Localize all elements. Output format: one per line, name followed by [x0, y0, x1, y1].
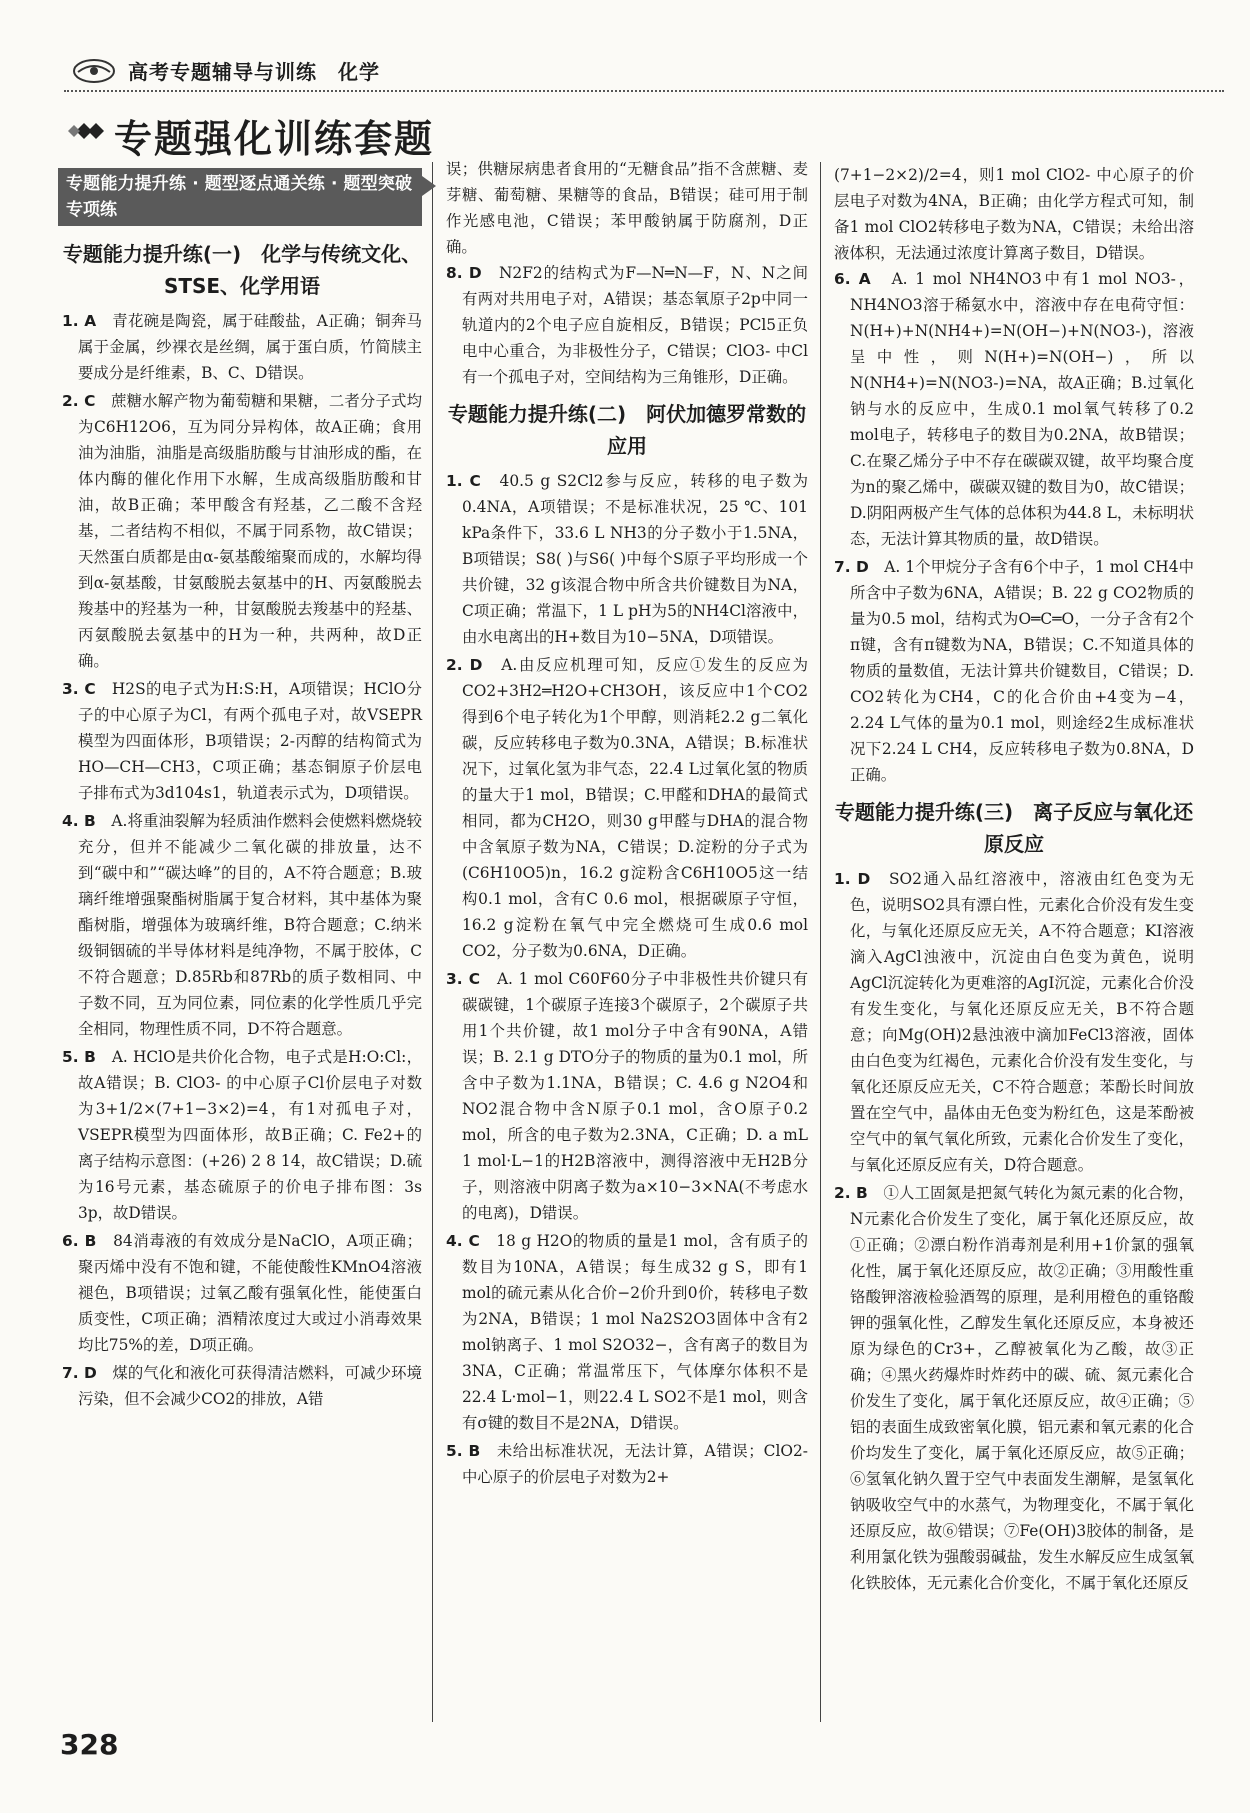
answer-text: A. HClO是共价化合物，电子式是H:O:Cl:，故A错误；B. ClO3- 的中心原子Cl价层电子对数为3+1/2×(7+1−3×2)=4，有1对孤电子对，VSEPR模型为四面体形，故B正确；C. Fe2+的离子结构示意图：(+26) 2 8 14，故C错误；D.硫为16号元素，基态硫原子的价电子排布图：3s 3p，故D错误。 — [78, 1048, 422, 1222]
column-3 — [834, 162, 1194, 1722]
answer-number: 1. D — [834, 870, 871, 888]
answer-number: 7. D — [834, 558, 869, 576]
answer-number: 5. B — [62, 1048, 96, 1066]
diamond-bullet-icon — [66, 116, 108, 146]
answer-item — [62, 1044, 422, 1226]
answer-item — [446, 468, 808, 650]
section-heading: 专题能力提升练(一) 化学与传统文化、STSE、化学用语 — [62, 242, 422, 298]
answer-text: 84消毒液的有效成分是NaClO，A项正确；聚丙烯中没有不饱和键，不能使酸性KMnO4溶液褪色，B项错误；过氧乙酸有强氧化性，能使蛋白质变性，C项正确；酒精浓度过大或过小消毒效果均比75%的差，D项正确。 — [78, 1232, 422, 1354]
answer-number: 6. B — [62, 1232, 97, 1250]
answer-text: 蔗糖水解产物为葡萄糖和果糖，二者分子式均为C6H12O6，互为同分异构体，故A正确；食用油为油脂，油脂是高级脂肪酸与甘油形成的酯，在体内酶的催化作用下水解，生成高级脂肪酸和甘油，故B正确；苯甲酸含有羟基，乙二酸不含羟基，二者结构不相似，不属于同系物，故C错误；天然蛋白质都是由α-氨基酸缩聚而成的，水解均得到α-氨基酸，甘氨酸脱去氨基中的H、丙氨酸脱去羧基中的羟基为一种，甘氨酸脱去羧基中的羟基、丙氨酸脱去氨基中的H为一种，共两种，故D正确。 — [78, 392, 422, 670]
answer-text: 18 g H2O的物质的量是1 mol，含有质子的数目为10NA，A错误；每生成32 g S，即有1 mol的硫元素从化合价−2价升到0价，转移电子数为2NA，B错误；1 mol Na2S2O3固体中含有2 mol钠离子、1 mol S2O32−，含有离子的数目为3NA，C正确；常温常压下，气体摩尔体积不是22.4 L·mol−1，则22.4 L SO2不是1 mol，则含有σ键的数目不是2NA，D错误。 — [462, 1232, 808, 1432]
answer-text: 青花碗是陶瓷，属于硅酸盐，A正确；铜奔马属于金属，纱裸衣是丝绸，属于蛋白质，竹简牍主要成分是纤维素，B、C、D错误。 — [78, 312, 422, 382]
book-logo-icon — [72, 58, 116, 84]
answer-item — [834, 866, 1194, 1178]
answer-number: 4. B — [62, 812, 96, 830]
answer-text: A. 1个甲烷分子含有6个中子，1 mol CH4中所含中子数为6NA，A错误；B. 22 g CO2物质的量为0.5 mol，结构式为O═C═O，一分子含有2个π键，含有π键数为NA，B错误；C.不知道具体的物质的量数值，无法计算共价键数目，C错误；D. CO2转化为CH4，C的化合价由+4变为−4，2.24 L气体的量为0.1 mol，则途经2生成标准状况下2.24 L CH4，反应转移电子数为0.8NA，D正确。 — [850, 558, 1194, 784]
answer-number: 3. C — [62, 680, 96, 698]
answer-number: 2. C — [62, 392, 96, 410]
answer-item — [446, 966, 808, 1226]
answer-item — [62, 308, 422, 386]
answer-number: 8. D — [446, 264, 482, 282]
answer-number: 6. A — [834, 270, 871, 288]
answer-item — [62, 808, 422, 1042]
answer-item — [446, 260, 808, 390]
header-title: 高考专题辅导与训练 化学 — [128, 60, 380, 84]
answer-number: 5. B — [446, 1442, 481, 1460]
section-heading: 专题能力提升练(三) 离子反应与氧化还原反应 — [834, 800, 1194, 856]
answer-item — [446, 1438, 808, 1490]
answer-text: A. 1 mol NH4NO3中有1 mol NO3-，NH4NO3溶于稀氨水中，溶液中存在电荷守恒：N(H+)+N(NH4+)=N(OH−)+N(NO3-)，溶液呈中性，则N(H+)=N(OH−)，所以N(NH4+)=N(NO3-)=NA，故A正确；B.过氧化钠与水的反应中，生成0.1 mol氧气转移了0.2 mol电子，转移电子的数目为0.2NA，故B错误；C.在聚乙烯分子中不存在碳碳双键，故平均聚合度为n的聚乙烯中，碳碳双键的数目为0，故C错误；D.阴阳两极产生气体的总体积为44.8 L，未标明状态，无法计算其物质的量，故D错误。 — [850, 270, 1194, 548]
answer-number: 7. D — [62, 1364, 97, 1382]
answer-text: 煤的气化和液化可获得清洁燃料，可减少环境污染，但不会减少CO2的排放，A错 — [78, 1364, 422, 1408]
answer-number: 2. B — [834, 1184, 868, 1202]
answer-text: N2F2的结构式为F—N═N—F，N、N之间有两对共用电子对，A错误；基态氧原子2p中同一轨道内的2个电子应自旋相反，B错误；PCl5正负电中心重合，为非极性分子，C错误；ClO3- 中Cl有一个孤电子对，空间结构为三角锥形，D正确。 — [462, 264, 808, 386]
column-2 — [446, 156, 808, 1716]
answer-item — [834, 266, 1194, 552]
answer-item — [62, 1360, 422, 1412]
answer-item — [62, 676, 422, 806]
column-1 — [62, 168, 422, 1708]
answer-number: 3. C — [446, 970, 480, 988]
column-divider — [820, 162, 821, 1722]
page-number: 328 — [60, 1728, 119, 1761]
answer-item — [62, 388, 422, 674]
answer-item — [62, 1228, 422, 1358]
answer-number: 1. C — [446, 472, 481, 490]
main-title: 专题强化训练套题 — [114, 117, 435, 161]
answer-text: A. 1 mol C60F60分子中非极性共价键只有碳碳键，1个碳原子连接3个碳原子，2个碳原子共用1个共价键，故1 mol分子中含有90NA，A错误；B. 2.1 g DTO分子的物质的量为0.1 mol，所含中子数为1.1NA，B错误；C. 4.6 g N2O4和NO2混合物中含N原子0.1 mol，含O原子0.2 mol，所含的电子数为2.3NA，C正确；D. a mL 1 mol·L−1的H2B溶液中，测得溶液中无H2B分子，则溶液中阴离子数为a×10−3×NA(不考虑水的电离)，D错误。 — [462, 970, 808, 1222]
answer-text: 40.5 g S2Cl2参与反应，转移的电子数为0.4NA，A项错误；不是标准状况，25 ℃、101 kPa条件下，33.6 L NH3的分子数小于1.5NA，B项错误；S8( )与S6( )中每个S原子平均形成一个共价键，32 g该混合物中所含共价键数目为NA，C项正确；常温下，1 L pH为5的NH4Cl溶液中，由水电离出的H+数目为10−5NA，D项错误。 — [462, 472, 808, 646]
answer-text: ①人工固氮是把氮气转化为氮元素的化合物，N元素化合价发生了变化，属于氧化还原反应，故①正确；②漂白粉作消毒剂是利用+1价氯的强氧化性，属于氧化还原反应，故②正确；③用酸性重铬酸钾溶液检验酒驾的原理，是利用橙色的重铬酸钾的强氧化性，乙醇发生氧化还原反应，本身被还原为绿色的Cr3+，乙醇被氧化为乙酸，故③正确；④黑火药爆炸时炸药中的碳、硫、氮元素化合价发生了变化，属于氧化还原反应，故④正确；⑤铝的表面生成致密氧化膜，铝元素和氧元素的化合价均发生了变化，属于氧化还原反应，故⑤正确；⑥氢氧化钠久置于空气中表面发生潮解，是氢氧化钠吸收空气中的水蒸气，为物理变化，不属于氧化还原反应，故⑥错误；⑦Fe(OH)3胶体的制备，是利用氯化铁为强酸弱碱盐，发生水解反应生成氢氧化铁胶体，无元素化合价变化，不属于氧化还原反 — [850, 1184, 1194, 1592]
continued-text: (7+1−2×2)/2=4，则1 mol ClO2- 中心原子的价层电子对数为4NA，B正确；由化学方程式可知，制备1 mol ClO2转移电子数为NA，C错误；未给出溶液体积，无法通过浓度计算离子数目，D错误。 — [834, 166, 1194, 262]
section-banner: 专题能力提升练 · 题型逐点通关练 · 题型突破专项练 — [58, 168, 422, 226]
answer-item — [834, 554, 1194, 788]
answer-item — [446, 1228, 808, 1436]
answer-number: 1. A — [62, 312, 97, 330]
answer-text: A.将重油裂解为轻质油作燃料会使燃料燃烧较充分，但并不能减少二氧化碳的排放量，达不到“碳中和”“碳达峰”的目的，A不符合题意；B.玻璃纤维增强聚酯树脂属于复合材料，其中基体为聚酯树脂，增强体为玻璃纤维，B符合题意；C.纳米级铜铟硫的半导体材料是纯净物，不属于胶体，C不符合题意；D.85Rb和87Rb的质子数相同、中子数不同，互为同位素，同位素的化学性质几乎完全相同，物理性质不同，D不符合题意。 — [78, 812, 422, 1038]
header-divider — [64, 90, 1224, 92]
answer-text: H2S的电子式为H:S:H，A项错误；HClO分子的中心原子为Cl，有两个孤电子对，故VSEPR模型为四面体形，B项错误；2-丙醇的结构简式为HO—CH—CH3，C项正确；基态铜原子价层电子排布式为3d104s1，轨道表示式为，D项错误。 — [78, 680, 422, 802]
column-divider — [432, 162, 433, 1722]
answer-text: 未给出标准状况，无法计算，A错误；ClO2- 中心原子的价层电子对数为2+ — [462, 1442, 808, 1486]
answer-item — [446, 652, 808, 964]
section-heading: 专题能力提升练(二) 阿伏加德罗常数的应用 — [447, 402, 807, 458]
answer-number: 2. D — [446, 656, 483, 674]
answer-text: A.由反应机理可知，反应①发生的反应为CO2+3H2═H2O+CH3OH，该反应中1个CO2得到6个电子转化为1个甲醇，则消耗2.2 g二氧化碳，反应转移电子数为0.3NA，A错误；B.标准状况下，过氧化氢为非气态，22.4 L过氧化氢的物质的量大于1 mol，B错误；C.甲醛和DHA的最简式相同，都为CH2O，则30 g甲醛与DHA的混合物中含氧原子数为NA，C错误；D.淀粉的分子式为(C6H10O5)n，16.2 g淀粉含C6H10O5这一结构0.1 mol，含有C 0.6 mol，根据碳原子守恒，16.2 g淀粉在氧气中完全燃烧可生成0.6 mol CO2，分子数为0.6NA，D正确。 — [462, 656, 808, 960]
continued-text: 误；供糖尿病患者食用的“无糖食品”指不含蔗糖、麦芽糖、葡萄糖、果糖等的食品，B错误；硅可用于制作光感电池，C错误；苯甲酸钠属于防腐剂，D正确。 — [446, 160, 808, 256]
answer-number: 4. C — [446, 1232, 480, 1250]
answer-item — [834, 1180, 1194, 1596]
page-header — [64, 52, 1224, 92]
answer-text: SO2通入品红溶液中，溶液由红色变为无色，说明SO2具有漂白性，元素化合价没有发生变化，与氧化还原反应无关，A不符合题意；KI溶液滴入AgCl浊液中，沉淀由白色变为黄色，说明AgCl沉淀转化为更难溶的AgI沉淀，元素化合价没有发生变化，与氧化还原反应无关，B不符合题意；向Mg(OH)2悬浊液中滴加FeCl3溶液，固体由白色变为红褐色，元素化合价没有发生变化，与氧化还原反应无关，C不符合题意；苯酚长时间放置在空气中，晶体由无色变为粉红色，这是苯酚被空气中的氧气氧化所致，元素化合价发生了变化，与氧化还原反应有关，D符合题意。 — [850, 870, 1194, 1174]
